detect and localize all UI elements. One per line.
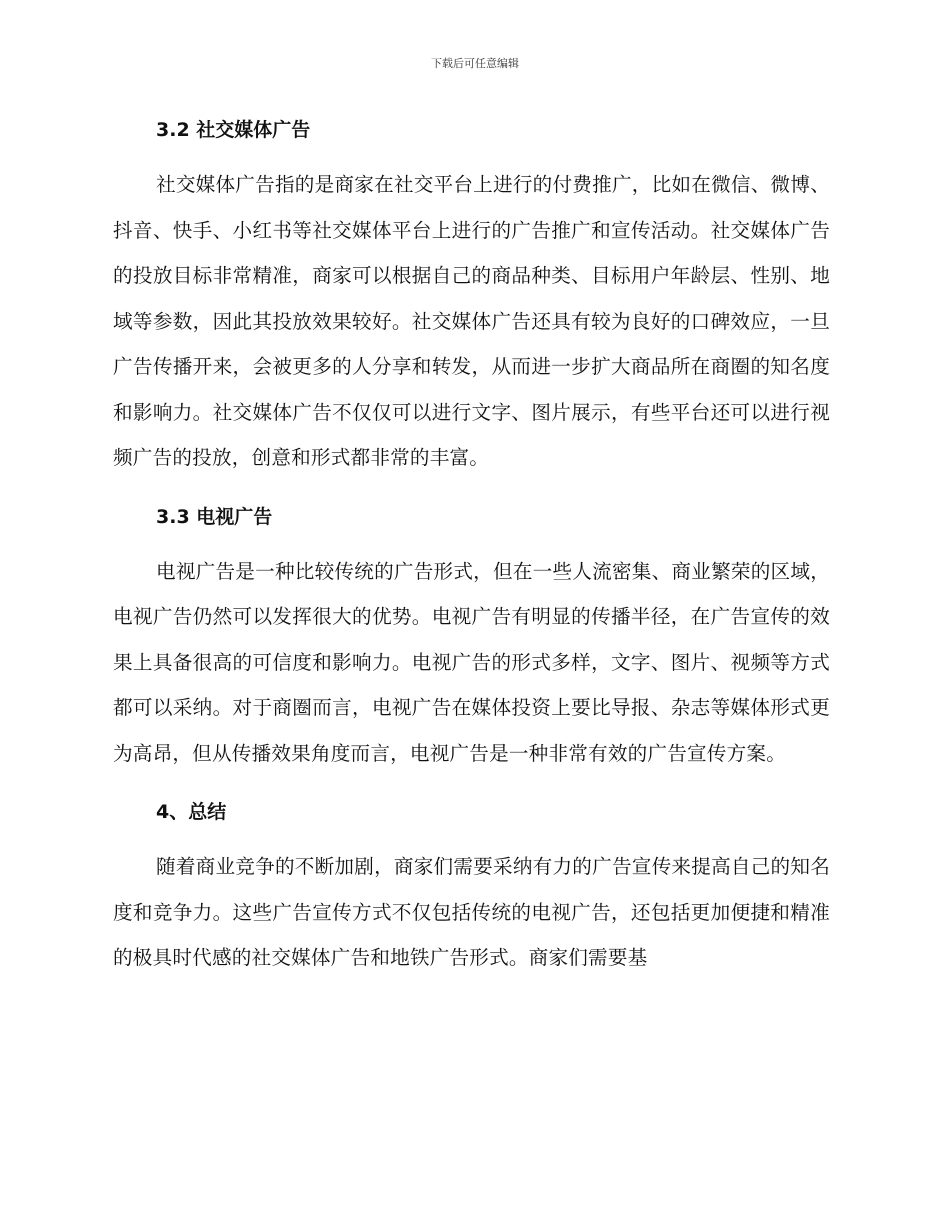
section-paragraph-4: 随着商业竞争的不断加剧，商家们需要采纳有力的广告宣传来提高自己的知名度和竞争力。这些广告宣传方式不仅包括传统的电视广告，还包括更加便捷和精准的极具时代感的社交媒体广告和地铁广告形式。商家们需要基 (113, 855, 830, 969)
section-heading-4: 4、总结 (156, 801, 227, 823)
section-paragraph-3-2: 社交媒体广告指的是商家在社交平台上进行的付费推广，比如在微信、微博、抖音、快手、小红书等社交媒体平台上进行的广告推广和宣传活动。社交媒体广告的投放目标非常精准，商家可以根据自己的商品种类、目标用户年龄层、性别、地域等参数，因此其投放效果较好。社交媒体广告还具有较为良好的口碑效应，一旦广告传播开来，会被更多的人分享和转发，从而进一步扩大商品所在商圈的知名度和影响力。社交媒体广告不仅仅可以进行文字、图片展示，有些平台还可以进行视频广告的投放，创意和形式都非常的丰富。 (113, 173, 830, 469)
document-body (113, 110, 830, 981)
header-watermark: 下载后可任意编辑 (431, 57, 519, 70)
section-heading-3-3: 3.3 电视广告 (156, 505, 273, 528)
section-paragraph-3-3: 电视广告是一种比较传统的广告形式，但在一些人流密集、商业繁荣的区域，电视广告仍然可以发挥很大的优势。电视广告有明显的传播半径，在广告宣传的效果上具备很高的可信度和影响力。电视广告的形式多样，文字、图片、视频等方式都可以采纳。对于商圈而言，电视广告在媒体投资上要比导报、杂志等媒体形式更为高昂，但从传播效果角度而言，电视广告是一种非常有效的广告宣传方案。 (113, 559, 830, 765)
section-heading-3-2: 3.2 社交媒体广告 (156, 119, 311, 141)
